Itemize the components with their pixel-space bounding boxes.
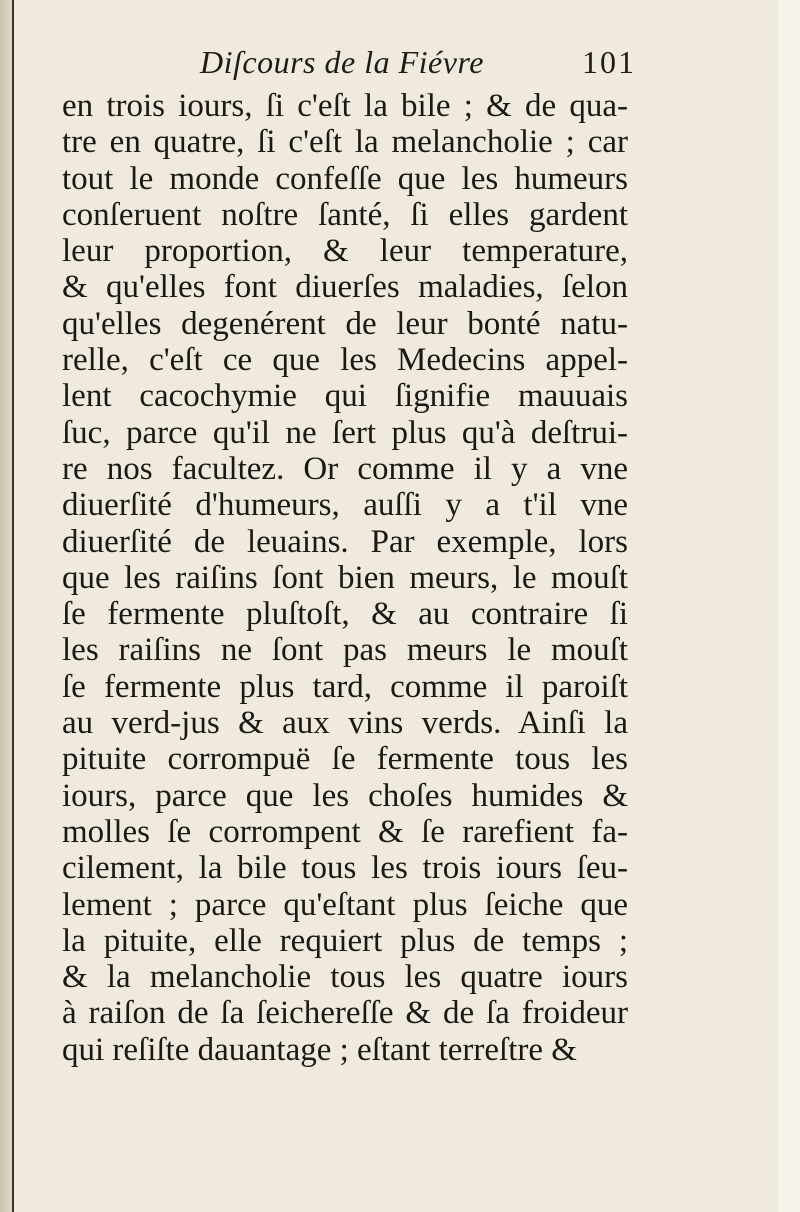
text-line: leur proportion, & leur temperature, bbox=[62, 233, 628, 270]
text-line: ſe fermente pluſtoſt, & au contraire ſi bbox=[62, 596, 628, 633]
page-number: 101 bbox=[582, 44, 636, 80]
text-line: les raiſins ne ſont pas meurs le mouſt bbox=[62, 632, 628, 669]
body-text bbox=[62, 88, 628, 1068]
running-header bbox=[200, 44, 640, 92]
text-line: relle, c'eſt ce que les Medecins appel- bbox=[62, 342, 628, 379]
text-line: au verd-jus & aux vins verds. Ainſi la bbox=[62, 705, 628, 742]
text-line: pituite corrompuë ſe fermente tous les bbox=[62, 741, 628, 778]
text-line: & la melancholie tous les quatre iours bbox=[62, 959, 628, 996]
page-edge bbox=[778, 0, 800, 1212]
text-line: tout le monde confeſſe que les humeurs bbox=[62, 160, 628, 197]
text-line: en trois iours, ſi c'eſt la bile ; & de qua- bbox=[62, 88, 628, 124]
text-line: qu'elles degenérent de leur bonté natu- bbox=[62, 305, 628, 342]
text-line: diuerſité de leuains. Par exemple, lors bbox=[62, 523, 628, 560]
text-line: re nos facultez. Or comme il y a vne bbox=[62, 450, 628, 487]
text-line: molles ſe corrompent & ſe rarefient fa- bbox=[62, 813, 628, 850]
text-line: qui reſiſte dauantage ; eſtant terreſtre & bbox=[62, 1031, 577, 1068]
text-line: tre en quatre, ſi c'eſt la melancholie ; car bbox=[62, 124, 628, 161]
text-line: ſe fermente plus tard, comme il paroiſt bbox=[62, 668, 628, 705]
binding-edge-line bbox=[12, 0, 14, 1212]
text-line: lent cacochymie qui ſignifie mauuais bbox=[62, 378, 628, 415]
text-line: lement ; parce qu'eſtant plus ſeiche que bbox=[62, 886, 628, 923]
text-line: cilement, la bile tous les trois iours ſeu- bbox=[62, 850, 628, 887]
text-line: & qu'elles font diuerſes maladies, ſelon bbox=[62, 269, 628, 306]
text-line: à raiſon de ſa ſeichereſſe & de ſa froideur bbox=[62, 995, 628, 1032]
text-line: conſeruent noſtre ſanté, ſi elles gardent bbox=[62, 196, 628, 233]
text-line: la pituite, elle requiert plus de temps ; bbox=[62, 922, 628, 959]
text-line: iours, parce que les choſes humides & bbox=[62, 777, 628, 814]
running-title: Diſcours de la Fiévre bbox=[200, 44, 484, 80]
text-line: diuerſité d'humeurs, auſſi y a t'il vne bbox=[62, 487, 628, 524]
text-line: que les raiſins ſont bien meurs, le mouſt bbox=[62, 559, 628, 596]
text-line: ſuc, parce qu'il ne ſert plus qu'à deſtrui- bbox=[62, 414, 628, 451]
